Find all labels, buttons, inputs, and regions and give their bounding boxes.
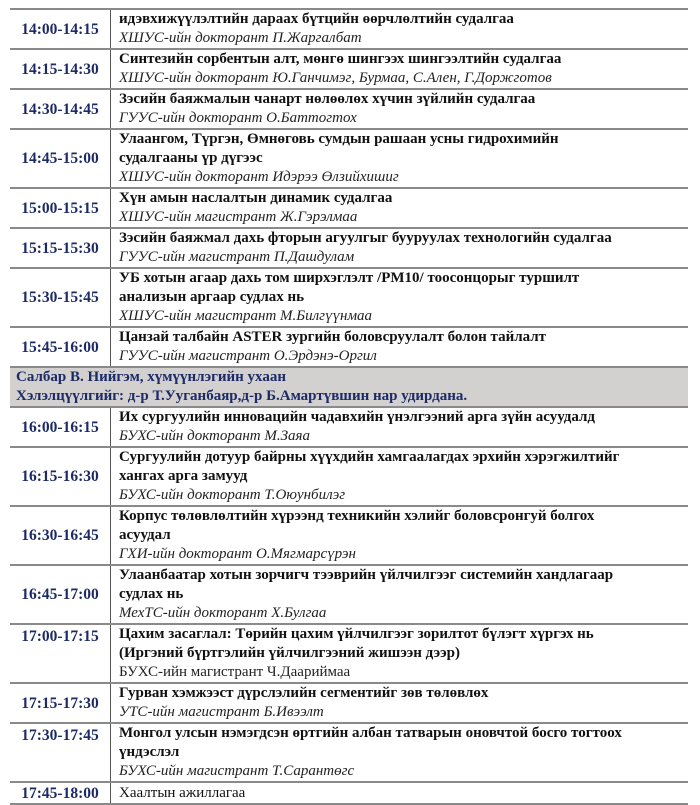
talk-title: Их сургуулийн инновацийн чадавхийн үнэлгээний арга зүйн асуудалд [119, 409, 595, 425]
talk-title: Хүн амын наслалтын динамик судалгаа [119, 190, 393, 206]
talk-cell [111, 407, 689, 447]
time-slot: 14:45-15:00 [10, 129, 111, 188]
time-slot: 17:15-17:30 [10, 683, 111, 723]
time-slot: 15:30-15:45 [10, 268, 111, 327]
talk-title-line: судлах нь [119, 586, 184, 602]
time-slot: 15:00-15:15 [10, 188, 111, 228]
table-row [10, 723, 688, 782]
closing-label: Хаалтын ажиллагаа [119, 784, 246, 801]
talk-author: ГХИ-ийн докторант О.Мягмарсүрэн [119, 546, 356, 562]
time-slot: 16:15-16:30 [10, 447, 111, 506]
talk-author: БУХС-ийн докторант Т.Оюунбилэг [119, 487, 346, 503]
table-row [10, 683, 688, 723]
talk-title: Зэсийн баяжмалын чанарт нөлөөлөх хүчин зүйлийн судалгаа [119, 91, 536, 107]
table-row [10, 782, 688, 804]
talk-cell [111, 782, 689, 804]
table-row [10, 624, 688, 683]
time-slot: 16:45-17:00 [10, 565, 111, 624]
table-row [10, 228, 688, 268]
talk-author: ГУУС-ийн магистрант О.Эрдэнэ-Оргил [119, 348, 377, 364]
talk-cell [111, 624, 689, 683]
talk-cell [111, 188, 689, 228]
time-slot: 17:45-18:00 [10, 782, 111, 804]
table-row [10, 327, 688, 367]
talk-title-line: Монгол улсын нэмэгдсэн өртгийн албан татварын оновчтой босго тогтоох [119, 725, 622, 741]
talk-cell [111, 9, 689, 49]
talk-author: ХШУС-ийн докторант Ю.Ганчимэг, Бурмаа, С.Ален, Г.Доржготов [119, 70, 552, 86]
talk-title-line: хангах арга замууд [119, 468, 248, 484]
talk-author: БУХС-ийн магистрант Т.Сарантөгс [119, 763, 355, 779]
talk-title: Гурван хэмжээст дүрслэлийн сегментийг зөв төлөвлөх [119, 685, 489, 701]
talk-title-line: (Иргэний бүртгэлийн үйлчилгээний жишээн дээр) [119, 645, 460, 661]
talk-cell [111, 327, 689, 367]
talk-cell [111, 49, 689, 89]
talk-title-line: Корпус төлөвлөлтийн хүрээнд техникийн хэлийг боловсронгуй болгох [119, 508, 595, 524]
section-header [10, 367, 688, 407]
time-slot: 15:15-15:30 [10, 228, 111, 268]
talk-title-line: УБ хотын агаар дахь том ширхэглэлт /PM10/ тоосонцорыг туршилт [119, 270, 580, 286]
table-row [10, 129, 688, 188]
table-row [10, 268, 688, 327]
time-slot: 14:30-14:45 [10, 89, 111, 129]
talk-title-line: асуудал [119, 527, 171, 543]
time-slot: 17:30-17:45 [10, 723, 111, 782]
talk-author: ХШУС-ийн магистрант Ж.Гэрэлмаа [119, 209, 358, 225]
talk-author: УТС-ийн магистрант Б.Ивээлт [119, 704, 324, 720]
talk-title-line: Сургуулийн дотуур байрны хүүхдийн хамгаалагдах эрхийн хэрэгжилтийг [119, 449, 620, 465]
table-row [10, 188, 688, 228]
table-row [10, 407, 688, 447]
table-row [10, 565, 688, 624]
talk-title-line: судалгааны үр дүгээс [119, 150, 263, 166]
talk-author: ГУУС-ийн магистрант П.Дашдулам [119, 249, 355, 265]
table-row [10, 89, 688, 129]
time-slot: 14:15-14:30 [10, 49, 111, 89]
schedule-table [10, 8, 688, 805]
talk-title: Зэсийн баяжмал дахь фторын агуулгыг бууруулах технологийн судалгаа [119, 230, 612, 246]
talk-author: БУХС-ийн магистрант Ч.Даариймаа [119, 664, 351, 680]
time-slot: 16:30-16:45 [10, 506, 111, 565]
talk-cell [111, 268, 689, 327]
talk-title-line: Улаанбаатар хотын зорчигч тээврийн үйлчилгээг системийн хандлагаар [119, 567, 614, 583]
time-slot: 16:00-16:15 [10, 407, 111, 447]
talk-cell [111, 506, 689, 565]
talk-title: Цанзай талбайн ASTER зургийн боловсруулалт болон тайлалт [119, 329, 547, 345]
talk-title-line: анализын аргаар судлах нь [119, 289, 305, 305]
section-heading: Салбар В. Нийгэм, хүмүүнлэгийн ухаан [16, 369, 286, 385]
table-row [10, 506, 688, 565]
time-slot: 15:45-16:00 [10, 327, 111, 367]
table-row [10, 49, 688, 89]
section-moderators: Хэлэлцүүлгийг: д-р Т.Ууганбаяр,д-р Б.Амартүвшин нар удирдана. [16, 388, 468, 404]
talk-cell [111, 565, 689, 624]
talk-cell [111, 129, 689, 188]
talk-author: ХШУС-ийн докторант П.Жаргалбат [119, 30, 362, 46]
talk-author: ХШУС-ийн докторант Идэрээ Өлзийхишиг [119, 169, 399, 185]
talk-cell [111, 683, 689, 723]
talk-cell [111, 89, 689, 129]
talk-title-line: Цахим засаглал: Төрийн цахим үйлчилгээг зорилтот бүлэгт хүргэх нь [119, 626, 594, 642]
section-header-cell [10, 367, 688, 407]
talk-title: идэвхижүүлэлтийн дараах бүтцийн өөрчлөлтийн судалгаа [119, 11, 514, 27]
talk-cell [111, 447, 689, 506]
talk-cell [111, 723, 689, 782]
talk-title: Синтезийн сорбентын алт, мөнгө шингээх шингээлтийн судалгаа [119, 51, 562, 67]
talk-author: ХШУС-ийн магистрант М.Билгүүнмаа [119, 308, 373, 324]
talk-author: ГУУС-ийн докторант О.Баттогтох [119, 110, 357, 126]
time-slot: 17:00-17:15 [10, 624, 111, 683]
table-row [10, 9, 688, 49]
table-row [10, 447, 688, 506]
talk-title-line: Улаангом, Түргэн, Өмнөговь сумдын рашаан усны гидрохимийн [119, 131, 559, 147]
talk-title-line: үндэслэл [119, 744, 180, 760]
time-slot: 14:00-14:15 [10, 9, 111, 49]
talk-author: МехТС-ийн докторант Х.Булгаа [119, 605, 327, 621]
talk-cell [111, 228, 689, 268]
talk-author: БУХС-ийн докторант М.Заяа [119, 428, 311, 444]
